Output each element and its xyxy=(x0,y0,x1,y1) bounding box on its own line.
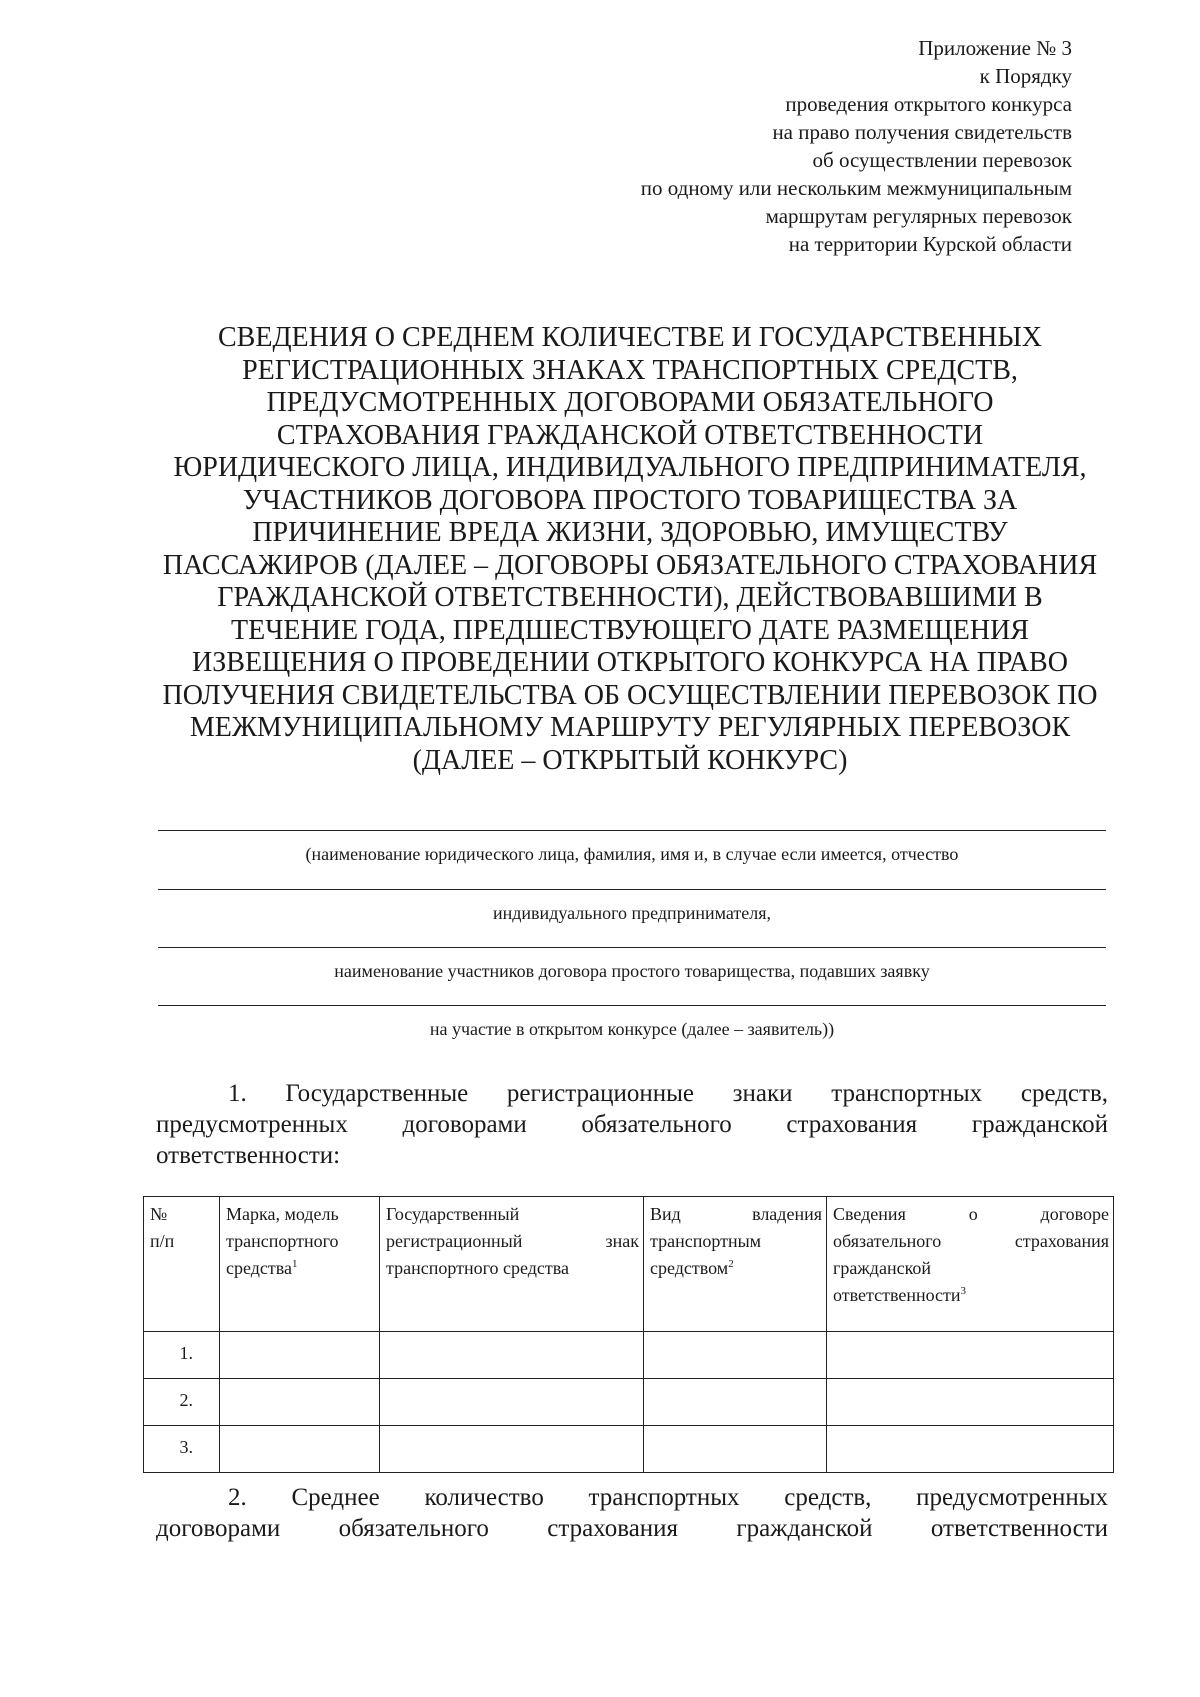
header-text: Вид владения xyxy=(650,1204,822,1224)
footnote-mark: 2 xyxy=(728,1258,734,1270)
header-text xyxy=(226,1255,375,1282)
header-number xyxy=(144,1197,220,1332)
title-line: СВЕДЕНИЯ О СРЕДНЕМ КОЛИЧЕСТВЕ И ГОСУДАРСТВЕННЫХ xyxy=(218,322,1042,353)
applicant-caption: (наименование юридического лица, фамилия, имя и, в случае если имеется, отчество xyxy=(305,844,959,864)
title-line: ГРАЖДАНСКОЙ ОТВЕТСТВЕННОСТИ), ДЕЙСТВОВАВШИМИ В xyxy=(217,582,1043,613)
applicant-blank-line[interactable] xyxy=(158,947,1106,948)
table-row xyxy=(144,1332,1114,1379)
cell-model[interactable] xyxy=(220,1332,380,1379)
header-text: обязательного страхования xyxy=(833,1231,1109,1251)
header-text: ответственности xyxy=(833,1285,961,1305)
cell-registration-sign[interactable] xyxy=(380,1426,644,1473)
cell-model[interactable] xyxy=(220,1426,380,1473)
document-title xyxy=(150,322,1110,777)
title-line: УЧАСТНИКОВ ДОГОВОРА ПРОСТОГО ТОВАРИЩЕСТВА ЗА xyxy=(242,484,1018,516)
cell-insurance-contract[interactable] xyxy=(827,1332,1114,1379)
section-2-line: 2. Среднее количество транспортных средств, предусмотренных xyxy=(228,1484,1108,1511)
appendix-line: по одному или нескольким межмуниципальным xyxy=(640,176,1072,200)
header-text: транспортного средства xyxy=(386,1258,570,1278)
section-1-line: 1. Государственные регистрационные знаки транспортных средств, xyxy=(228,1080,1108,1107)
section-1-line: предусмотренных договорами обязательного страхования гражданской xyxy=(156,1111,1108,1138)
cell-ownership[interactable] xyxy=(644,1379,827,1426)
section-2-text xyxy=(156,1482,1108,1544)
title-line: ПОЛУЧЕНИЯ СВИДЕТЕЛЬСТВА ОБ ОСУЩЕСТВЛЕНИИ ПЕРЕВОЗОК ПО xyxy=(162,679,1098,711)
section-1-text xyxy=(156,1078,1108,1171)
table-row xyxy=(144,1379,1114,1426)
applicant-blank-line[interactable] xyxy=(158,889,1106,890)
title-line: МЕЖМУНИЦИПАЛЬНОМУ МАРШРУТУ РЕГУЛЯРНЫХ ПЕРЕВОЗОК xyxy=(189,712,1071,743)
footnote-mark: 3 xyxy=(960,1285,967,1297)
header-text: Сведения о договоре xyxy=(833,1204,1109,1224)
title-line: СТРАХОВАНИЯ ГРАЖДАНСКОЙ ОТВЕТСТВЕННОСТИ xyxy=(276,419,984,451)
table-row xyxy=(144,1426,1114,1473)
header-text xyxy=(650,1255,822,1282)
header-insurance-contract xyxy=(827,1197,1114,1332)
header-registration-sign xyxy=(380,1197,644,1332)
footnote-mark: 1 xyxy=(292,1258,298,1270)
row-number: 3. xyxy=(144,1426,220,1473)
header-text: средством xyxy=(650,1258,729,1278)
appendix-line: к Порядку xyxy=(979,64,1072,88)
header-text: средства xyxy=(226,1258,293,1278)
header-text: № xyxy=(150,1204,168,1224)
header-text: гражданской xyxy=(833,1258,932,1278)
appendix-line: на территории Курской области xyxy=(788,232,1072,256)
title-line: ЮРИДИЧЕСКОГО ЛИЦА, ИНДИВИДУАЛЬНОГО ПРЕДПРИНИМАТЕЛЯ, xyxy=(173,452,1087,483)
header-text: Государственный xyxy=(386,1204,520,1224)
cell-model[interactable] xyxy=(220,1379,380,1426)
title-line: ПРИЧИНЕНИЕ ВРЕДА ЖИЗНИ, ЗДОРОВЬЮ, ИМУЩЕСТВУ xyxy=(252,517,1008,548)
cell-registration-sign[interactable] xyxy=(380,1379,644,1426)
title-line: ПАССАЖИРОВ (ДАЛЕЕ – ДОГОВОРЫ ОБЯЗАТЕЛЬНОГО СТРАХОВАНИЯ xyxy=(162,549,1098,581)
appendix-line: Приложение № 3 xyxy=(918,36,1072,60)
cell-insurance-contract[interactable] xyxy=(827,1379,1114,1426)
header-text: регистрационный знак xyxy=(386,1231,639,1251)
cell-ownership[interactable] xyxy=(644,1332,827,1379)
section-1-line: ответственности: xyxy=(156,1142,341,1169)
header-text xyxy=(833,1282,1109,1309)
applicant-caption: индивидуального предпринимателя, xyxy=(493,903,771,923)
row-number: 2. xyxy=(144,1379,220,1426)
title-line: РЕГИСТРАЦИОННЫХ ЗНАКАХ ТРАНСПОРТНЫХ СРЕДСТВ, xyxy=(242,354,1018,386)
header-model xyxy=(220,1197,380,1332)
cell-ownership[interactable] xyxy=(644,1426,827,1473)
appendix-line: об осуществлении перевозок xyxy=(812,148,1072,172)
appendix-line: на право получения свидетельств xyxy=(772,120,1072,144)
title-line: ТЕЧЕНИЕ ГОДА, ПРЕДШЕСТВУЮЩЕГО ДАТЕ РАЗМЕЩЕНИЯ xyxy=(231,614,1029,646)
section-2-line: договорами обязательного страхования гражданской ответственности xyxy=(156,1515,1108,1542)
applicant-blank-line[interactable] xyxy=(158,830,1106,831)
title-line: ИЗВЕЩЕНИЯ О ПРОВЕДЕНИИ ОТКРЫТОГО КОНКУРСА НА ПРАВО xyxy=(192,647,1068,678)
appendix-header xyxy=(641,34,1072,258)
cell-registration-sign[interactable] xyxy=(380,1332,644,1379)
title-line: (ДАЛЕЕ – ОТКРЫТЫЙ КОНКУРС) xyxy=(412,744,848,776)
appendix-line: маршрутам регулярных перевозок xyxy=(765,204,1072,228)
applicant-blank-line[interactable] xyxy=(158,1005,1106,1006)
header-text: транспортным xyxy=(650,1231,762,1251)
header-text: Марка, модель xyxy=(226,1204,339,1224)
applicant-caption: на участие в открытом конкурсе (далее – заявитель)) xyxy=(429,1019,835,1039)
vehicles-table xyxy=(143,1196,1114,1473)
title-line: ПРЕДУСМОТРЕННЫХ ДОГОВОРАМИ ОБЯЗАТЕЛЬНОГО xyxy=(266,387,994,418)
row-number: 1. xyxy=(144,1332,220,1379)
cell-insurance-contract[interactable] xyxy=(827,1426,1114,1473)
header-text: транспортного xyxy=(226,1231,339,1251)
applicant-caption: наименование участников договора простого товарищества, подавших заявку xyxy=(334,961,930,981)
header-ownership xyxy=(644,1197,827,1332)
appendix-line: проведения открытого конкурса xyxy=(785,92,1072,116)
table-header-row xyxy=(144,1197,1114,1332)
header-text: п/п xyxy=(150,1231,175,1251)
